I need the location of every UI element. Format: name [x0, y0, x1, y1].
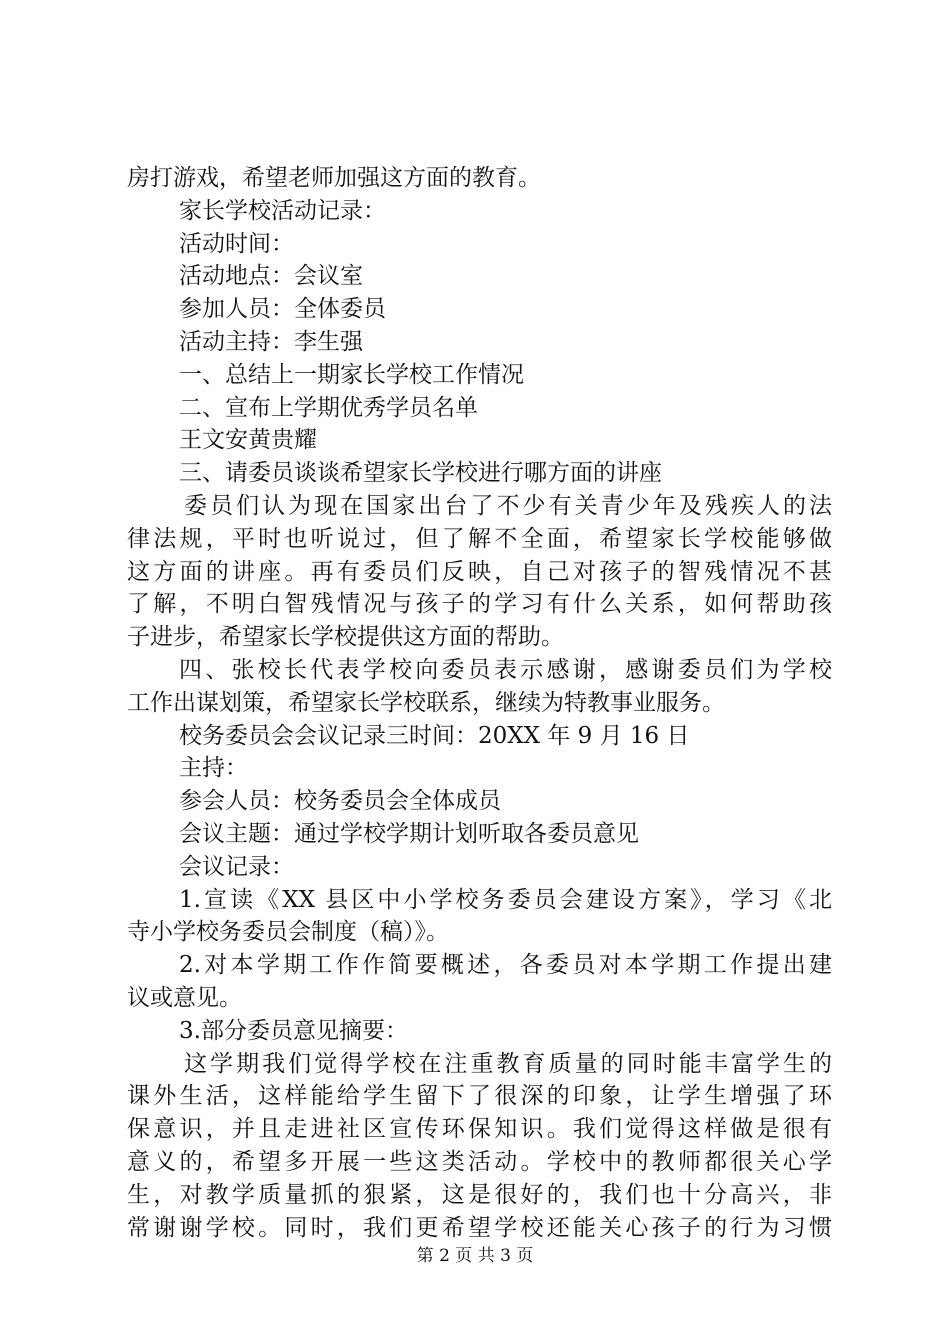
text-line: 议或意见。 [127, 984, 242, 1011]
text-line: 委员们认为现在国家出台了不少有关青少年及残疾人的法 [184, 492, 832, 519]
text-line: 参加人员：全体委员 [179, 296, 386, 323]
text-line: 二、宣布上学期优秀学员名单 [179, 394, 478, 421]
text-line: 课外生活，这样能给学生留下了很深的印象，让学生增强了环 [127, 1083, 832, 1110]
text-line: 王文安黄贵耀 [179, 427, 317, 454]
text-line: 保意识，并且走进社区宣传环保知识。我们觉得这样做是很有 [127, 1116, 832, 1143]
text-line: 四、张校长代表学校向委员表示感谢，感谢委员们为学校 [179, 656, 832, 683]
text-line: 家长学校活动记录： [179, 197, 386, 224]
text-line: 房打游戏，希望老师加强这方面的教育。 [127, 165, 541, 191]
text-line: 三、请委员谈谈希望家长学校进行哪方面的讲座 [179, 460, 662, 487]
text-line: 活动主持：李生强 [179, 328, 363, 355]
text-line: 1.宣读《XX 县区中小学校务委员会建设方案》，学习《北 [179, 886, 832, 913]
text-line: 这方面的讲座。再有委员们反映，自己对孩子的智残情况不甚 [127, 558, 832, 585]
text-line: 3.部分委员意见摘要： [179, 1017, 408, 1044]
text-line: 了解，不明白智残情况与孩子的学习有什么关系，如何帮助孩 [127, 591, 832, 618]
text-line: 一、总结上一期家长学校工作情况 [179, 361, 524, 388]
text-line: 子进步，希望家长学校提供这方面的帮助。 [127, 624, 564, 651]
text-line: 校务委员会会议记录三时间：20XX 年 9 月 16 日 [179, 722, 690, 749]
text-line: 这学期我们觉得学校在注重教育质量的同时能丰富学生的 [184, 1050, 832, 1077]
text-line: 意义的，希望多开展一些这类活动。学校中的教师都很关心学 [127, 1148, 832, 1175]
text-line: 律法规，平时也听说过，但了解不全面，希望家长学校能够做 [127, 525, 832, 552]
document-body [127, 162, 832, 1244]
text-line: 活动地点：会议室 [179, 263, 363, 290]
text-line: 会议主题：通过学校学期计划听取各委员意见 [179, 820, 639, 847]
text-line: 参会人员：校务委员会全体成员 [179, 788, 501, 815]
text-line: 活动时间： [179, 230, 294, 257]
text-line: 2.对本学期工作作简要概述，各委员对本学期工作提出建 [179, 952, 832, 979]
text-line: 生，对教学质量抓的狠紧，这是很好的，我们也十分高兴，非 [127, 1181, 832, 1208]
text-line: 主持： [179, 755, 248, 782]
text-line: 常谢谢学校。同时，我们更希望学校还能关心孩子的行为习惯 [127, 1214, 832, 1241]
page-footer: 第 2 页 共 3 页 [416, 1246, 534, 1266]
text-line: 会议记录： [179, 853, 294, 880]
text-line: 寺小学校务委员会制度（稿）》。 [127, 919, 449, 946]
text-line: 工作出谋划策，希望家长学校联系，继续为特教事业服务。 [127, 689, 725, 716]
